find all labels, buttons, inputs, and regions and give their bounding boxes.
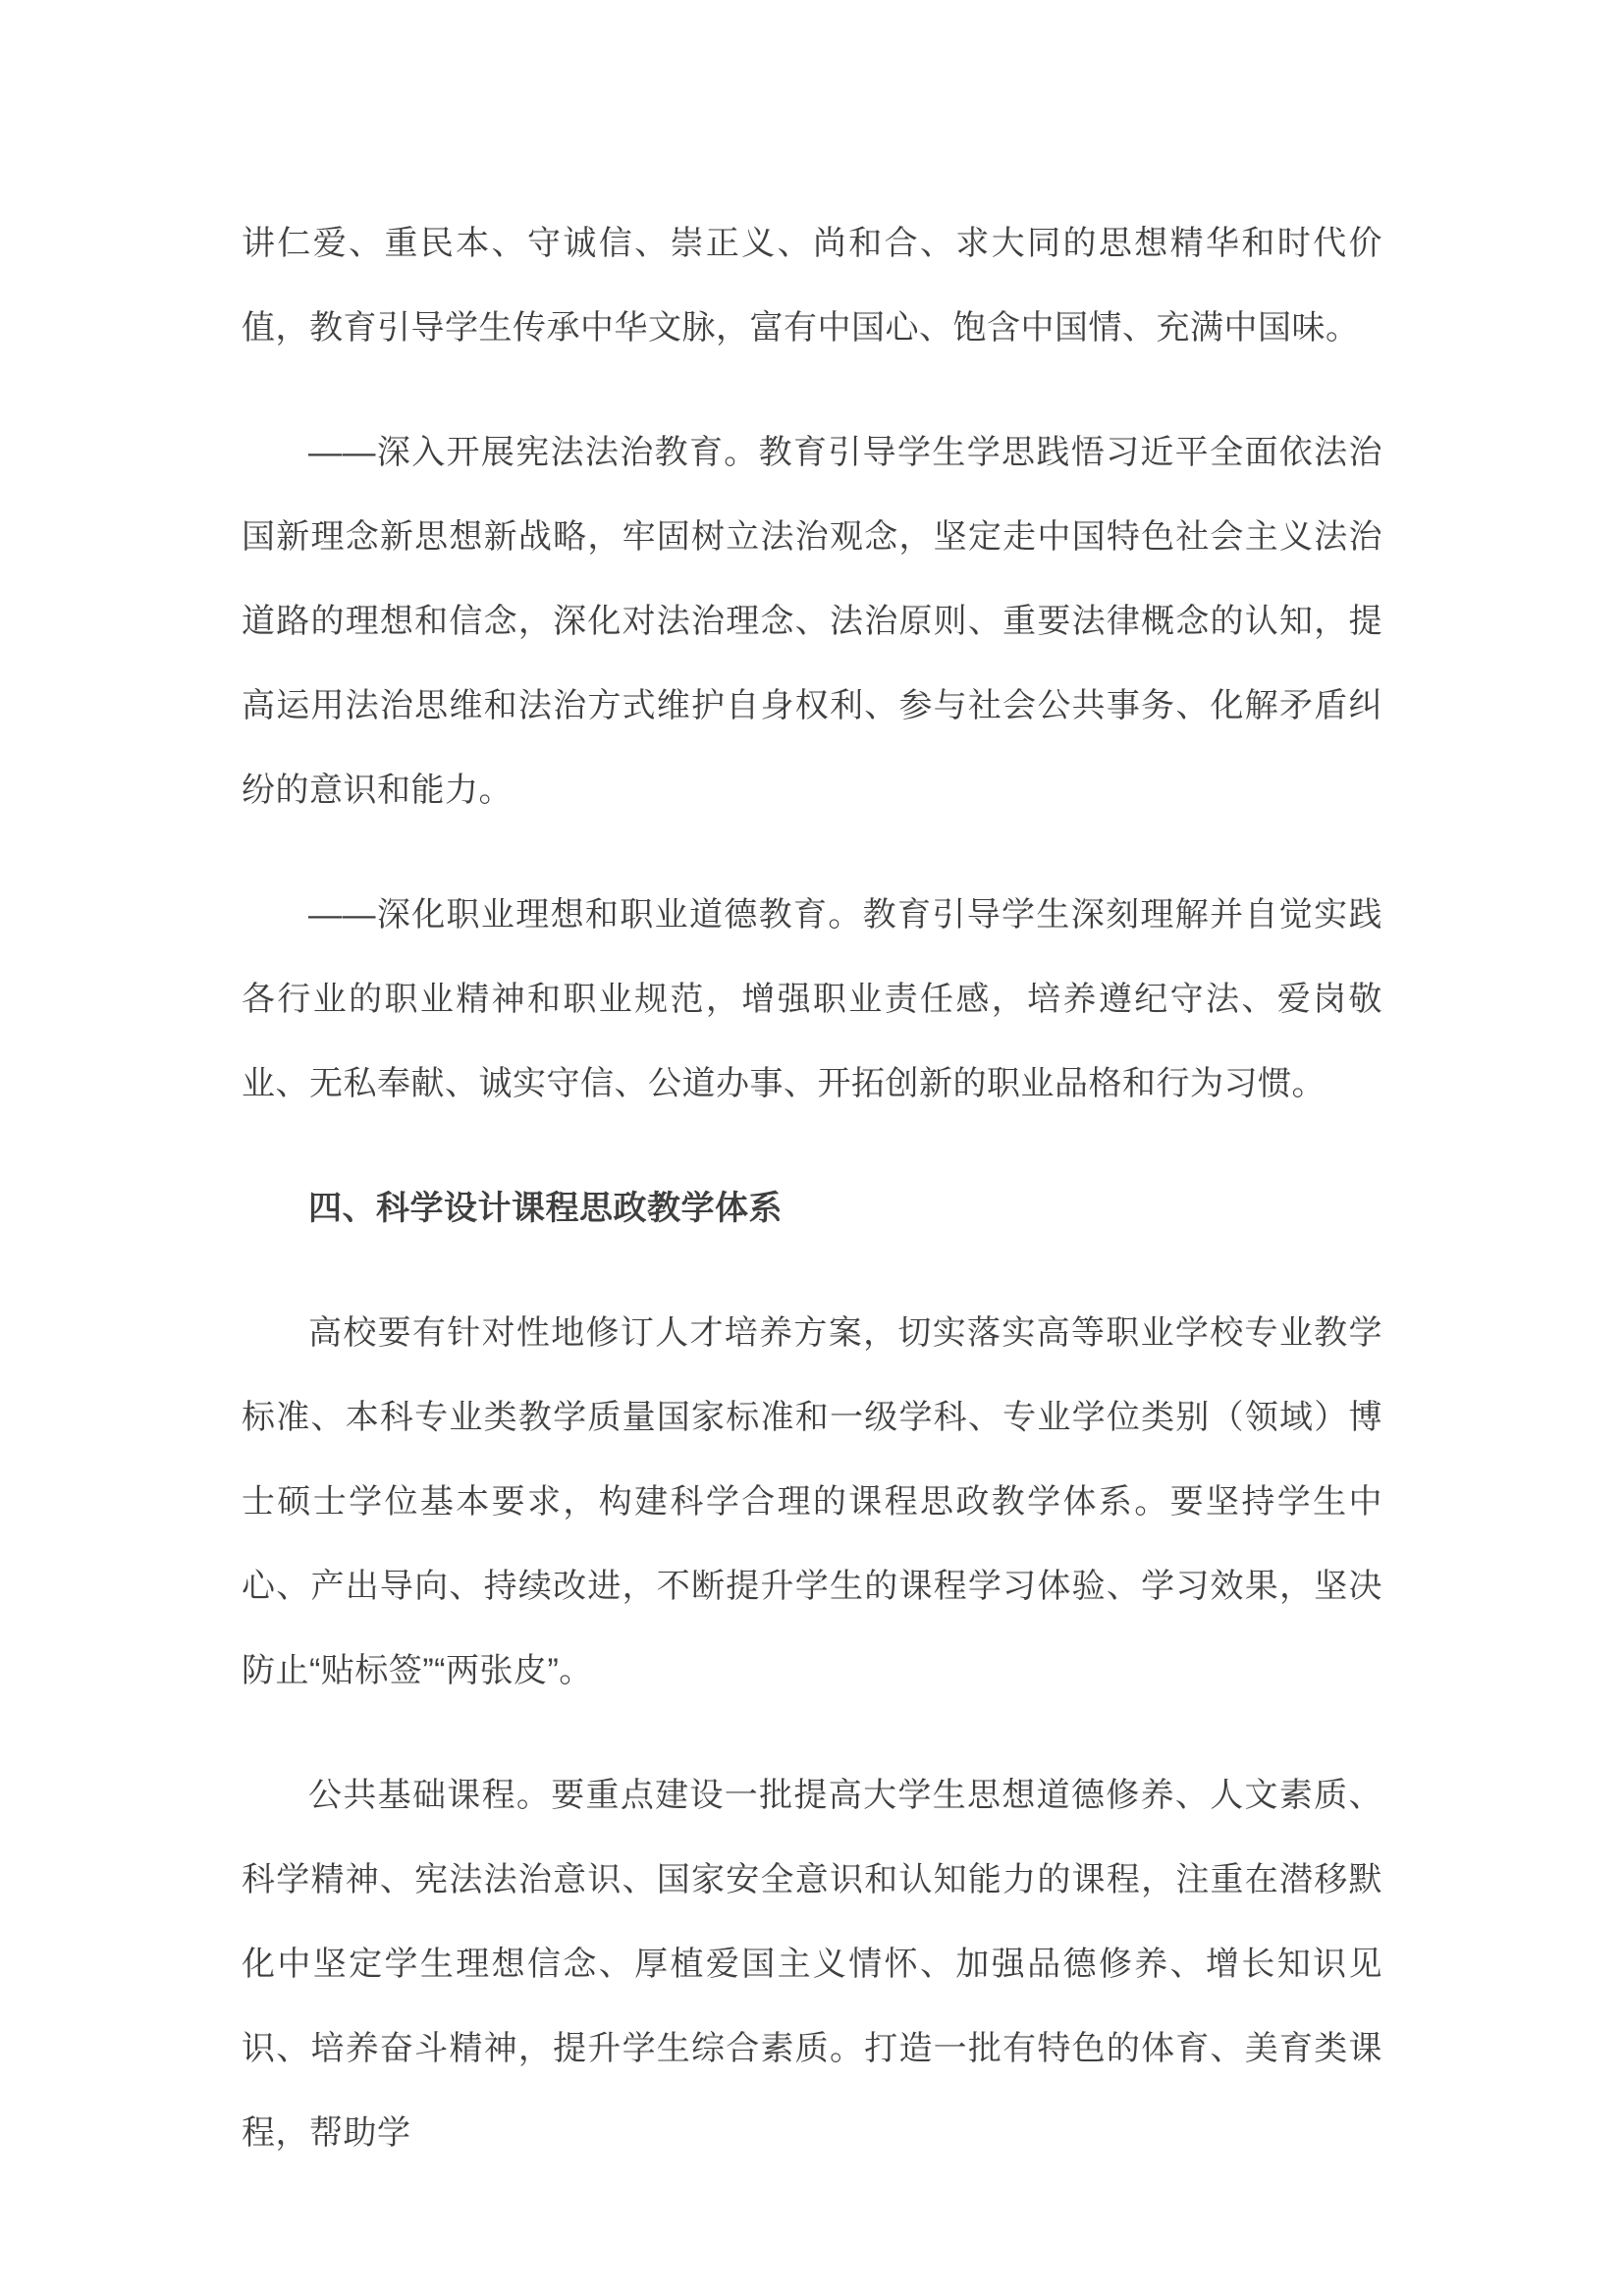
paragraph-traditional-culture-continuation: 讲仁爱、重民本、守诚信、崇正义、尚和合、求大同的思想精华和时代价值，教育引导学生传承中华文脉，富有中国心、饱含中国情、充满中国味。 — [242, 225, 1382, 347]
section-heading-4-curriculum-ideology-system: 四、科学设计课程思政教学体系 — [308, 1190, 783, 1227]
document-text-block — [242, 201, 1382, 2216]
paragraph-public-basic-courses: 公共基础课程。要重点建设一批提高大学生思想道德修养、人文素质、科学精神、宪法法治意识、国家安全意识和认知能力的课程，注重在潜移默化中坚定学生理想信念、厚植爱国主义情怀、加强品德修养、增长知识见识、培养奋斗精神，提升学生综合素质。打造一批有特色的体育、美育类课程，帮助学 — [242, 1777, 1382, 2152]
paragraph-professional-ethics-education: ——深化职业理想和职业道德教育。教育引导学生深刻理解并自觉实践各行业的职业精神和职业规范，增强职业责任感，培养遵纪守法、爱岗敬业、无私奉献、诚实守信、公道办事、开拓创新的职业品格和行为习惯。 — [242, 896, 1382, 1102]
paragraph-talent-training-plan: 高校要有针对性地修订人才培养方案，切实落实高等职业学校专业教学标准、本科专业类教学质量国家标准和一级学科、专业学位类别（领域）博士硕士学位基本要求，构建科学合理的课程思政教学体系。要坚持学生中心、产出导向、持续改进，不断提升学生的课程学习体验、学习效果，坚决防止“贴标签”“两张皮”。 — [242, 1314, 1382, 1689]
paragraph-constitution-rule-of-law-education: ——深入开展宪法法治教育。教育引导学生学思践悟习近平全面依法治国新理念新思想新战略，牢固树立法治观念，坚定走中国特色社会主义法治道路的理想和信念，深化对法治理念、法治原则、重要法律概念的认知，提高运用法治思维和法治方式维护自身权利、参与社会公共事务、化解矛盾纠纷的意识和能力。 — [242, 434, 1382, 809]
